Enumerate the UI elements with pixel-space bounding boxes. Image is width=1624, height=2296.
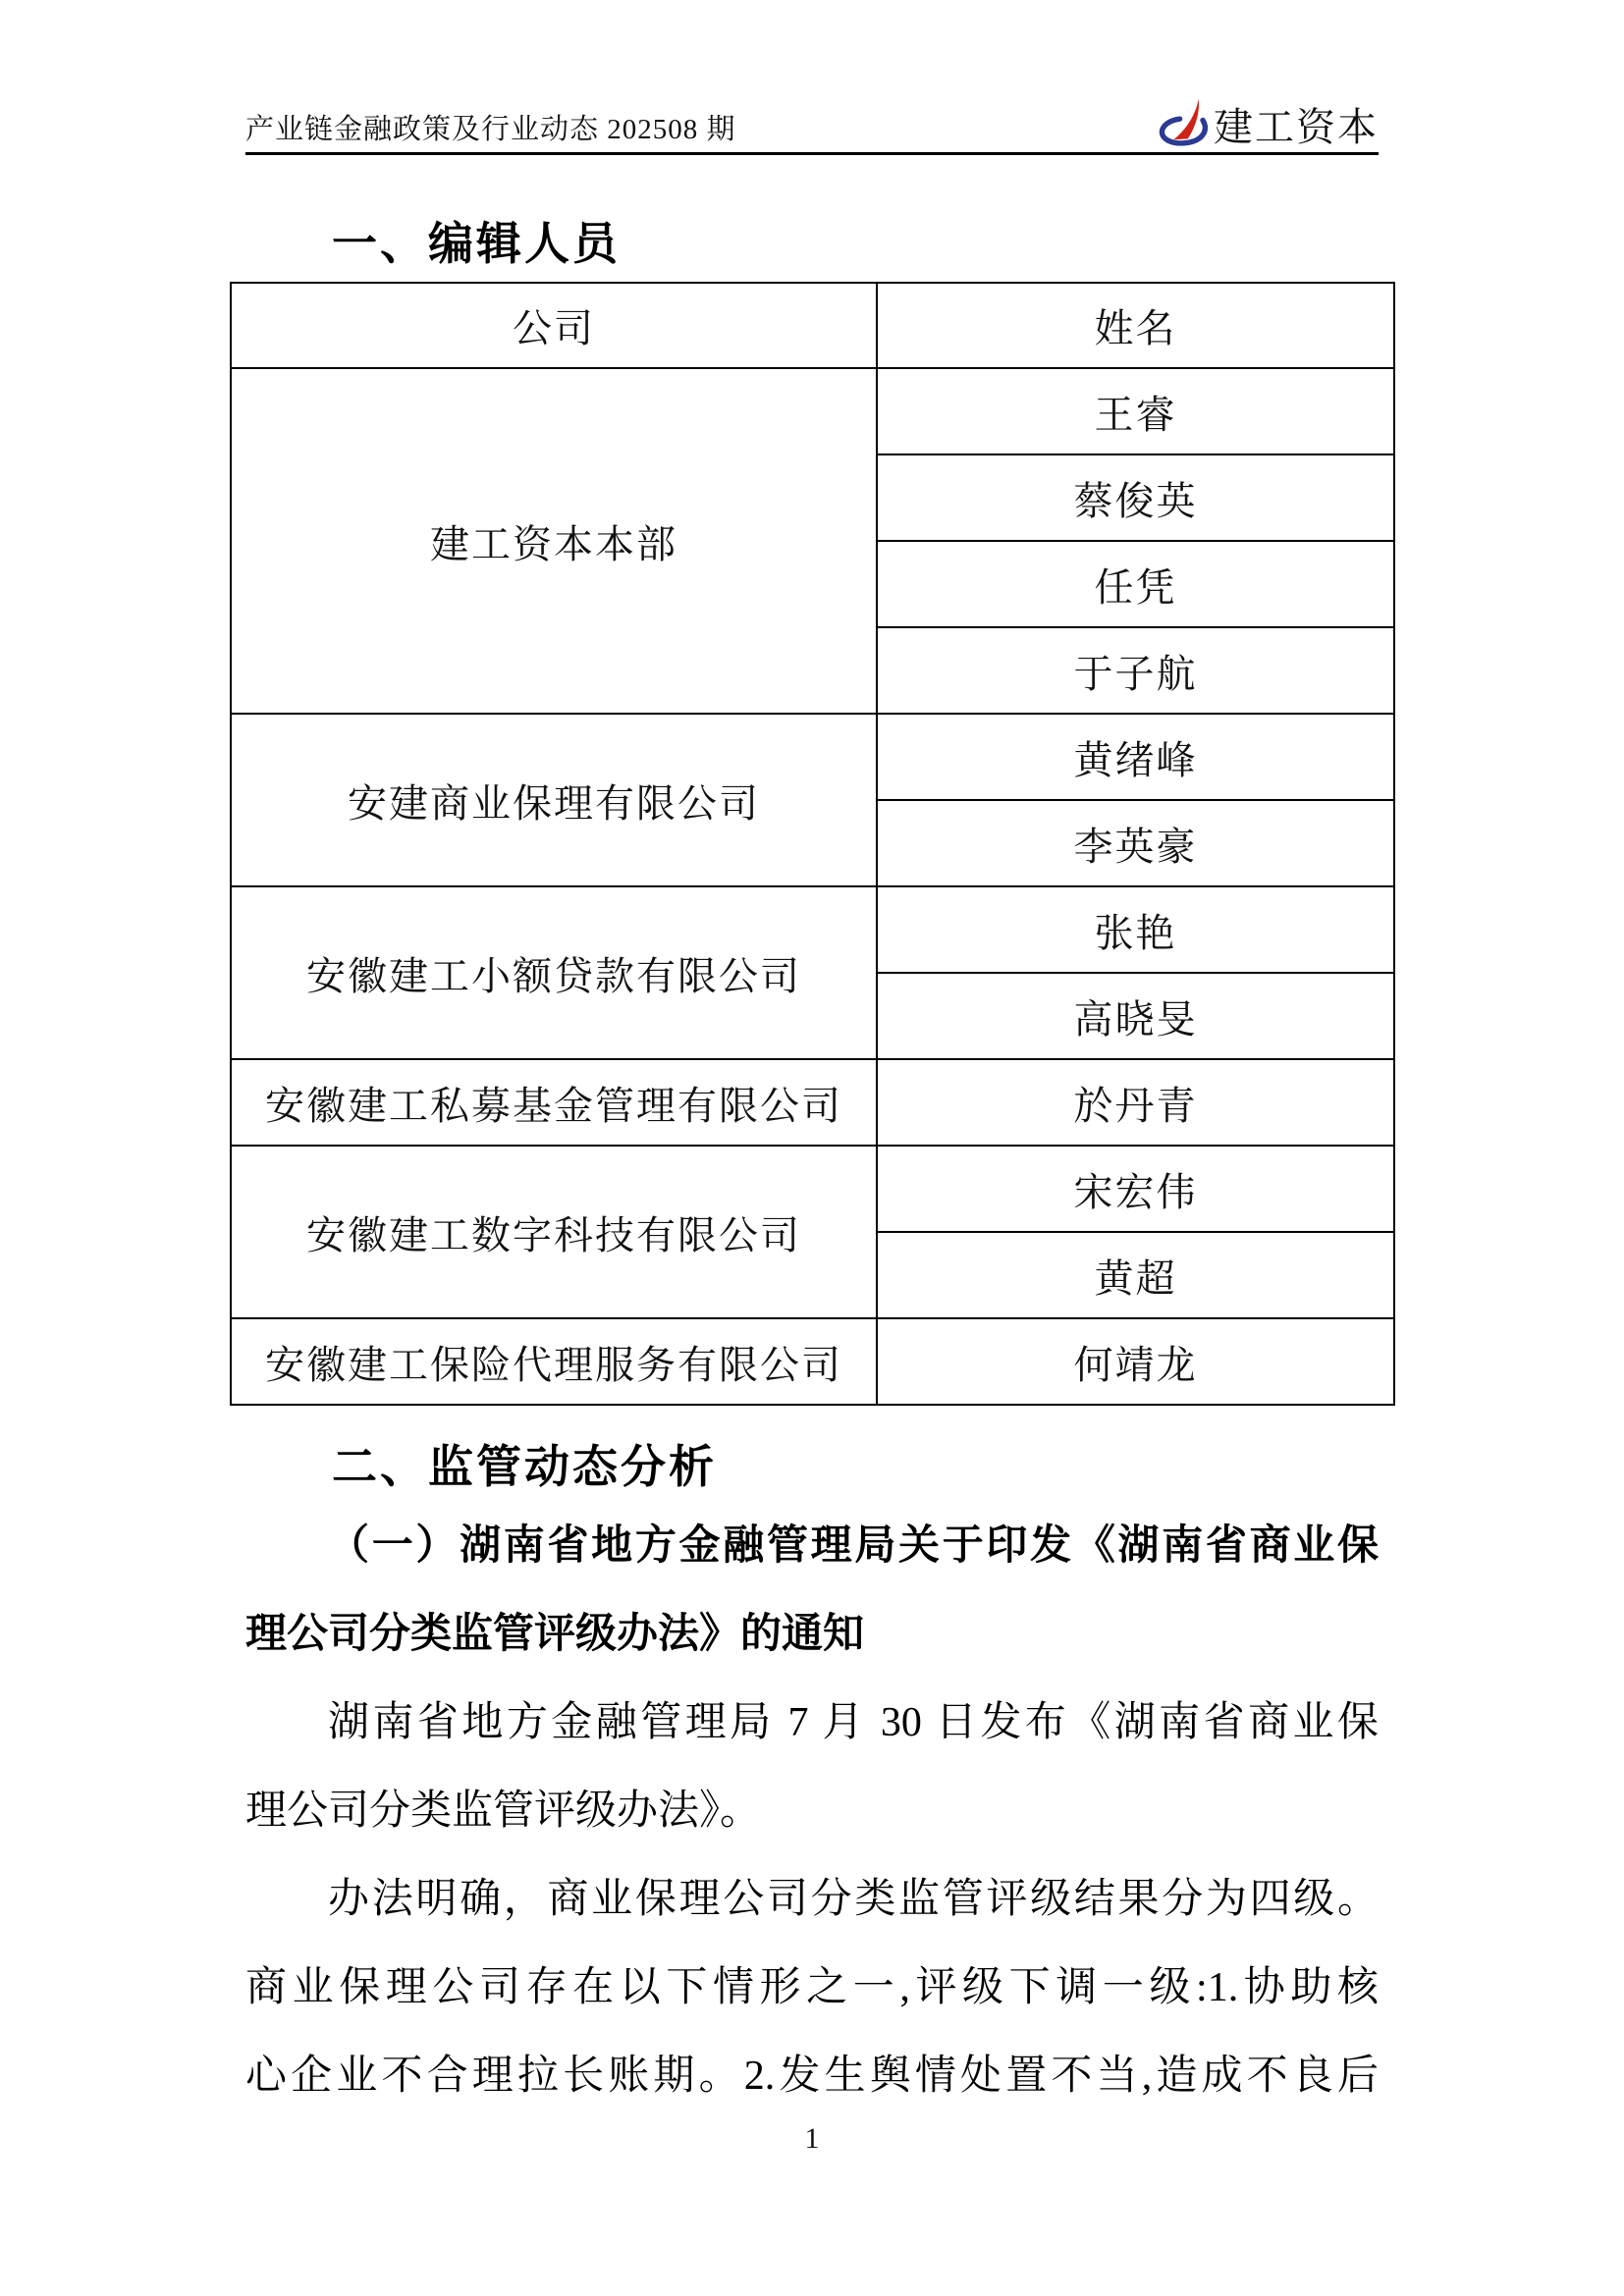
table-row (231, 368, 1394, 454)
table-header-row (231, 283, 1394, 368)
company-cell: 安徽建工保险代理服务有限公司 (231, 1318, 877, 1405)
name-cell: 於丹青 (877, 1059, 1394, 1146)
company-cell: 安建商业保理有限公司 (231, 714, 877, 886)
article-subheading (245, 1502, 1379, 1679)
table-row (231, 886, 1394, 973)
editors-table (230, 282, 1395, 1406)
name-cell: 张艳 (877, 886, 1394, 973)
article-body (245, 1679, 1379, 2120)
section-heading-regulatory: 二、监管动态分析 (332, 1441, 717, 1492)
name-cell: 王睿 (877, 368, 1394, 454)
table-row (231, 1059, 1394, 1146)
name-cell: 任凭 (877, 541, 1394, 627)
name-cell: 蔡俊英 (877, 454, 1394, 541)
company-cell: 安徽建工数字科技有限公司 (231, 1146, 877, 1318)
brand (1159, 98, 1379, 147)
paragraph-line: 办法明确，商业保理公司分类监管评级结果分为四级。 (328, 1877, 1379, 1922)
name-cell: 于子航 (877, 627, 1394, 714)
brand-logo-icon (1159, 98, 1212, 151)
paragraph-line: 心企业不合理拉长账期。2.发生舆情处置不当,造成不良后 (245, 2054, 1379, 2099)
table-row (231, 1146, 1394, 1232)
name-cell: 黄绪峰 (877, 714, 1394, 800)
column-header-name: 姓名 (877, 283, 1394, 368)
column-header-company: 公司 (231, 283, 877, 368)
table-row (231, 1318, 1394, 1405)
paragraph-line: （一）湖南省地方金融管理局关于印发《湖南省商业保 (328, 1523, 1379, 1569)
header-title: 产业链金融政策及行业动态 202508 期 (245, 114, 736, 145)
name-cell: 何靖龙 (877, 1318, 1394, 1405)
brand-name: 建工资本 (1214, 105, 1379, 149)
company-cell: 建工资本本部 (231, 368, 877, 714)
company-cell: 安徽建工私募基金管理有限公司 (231, 1059, 877, 1146)
paragraph-line: 理公司分类监管评级办法》。 (245, 1789, 762, 1834)
company-cell: 安徽建工小额贷款有限公司 (231, 886, 877, 1059)
page-header (245, 100, 1379, 155)
name-cell: 李英豪 (877, 800, 1394, 886)
section-heading-editors: 一、编辑人员 (332, 218, 621, 269)
paragraph-line: 湖南省地方金融管理局 7 月 30 日发布《湖南省商业保 (328, 1700, 1379, 1745)
name-cell: 黄超 (877, 1232, 1394, 1318)
name-cell: 高晓旻 (877, 973, 1394, 1059)
table-row (231, 714, 1394, 800)
paragraph-line: 理公司分类监管评级办法》的通知 (245, 1612, 865, 1657)
name-cell: 宋宏伟 (877, 1146, 1394, 1232)
paragraph-line: 商业保理公司存在以下情形之一,评级下调一级:1.协助核 (245, 1965, 1379, 2010)
page-number: 1 (804, 2122, 820, 2155)
